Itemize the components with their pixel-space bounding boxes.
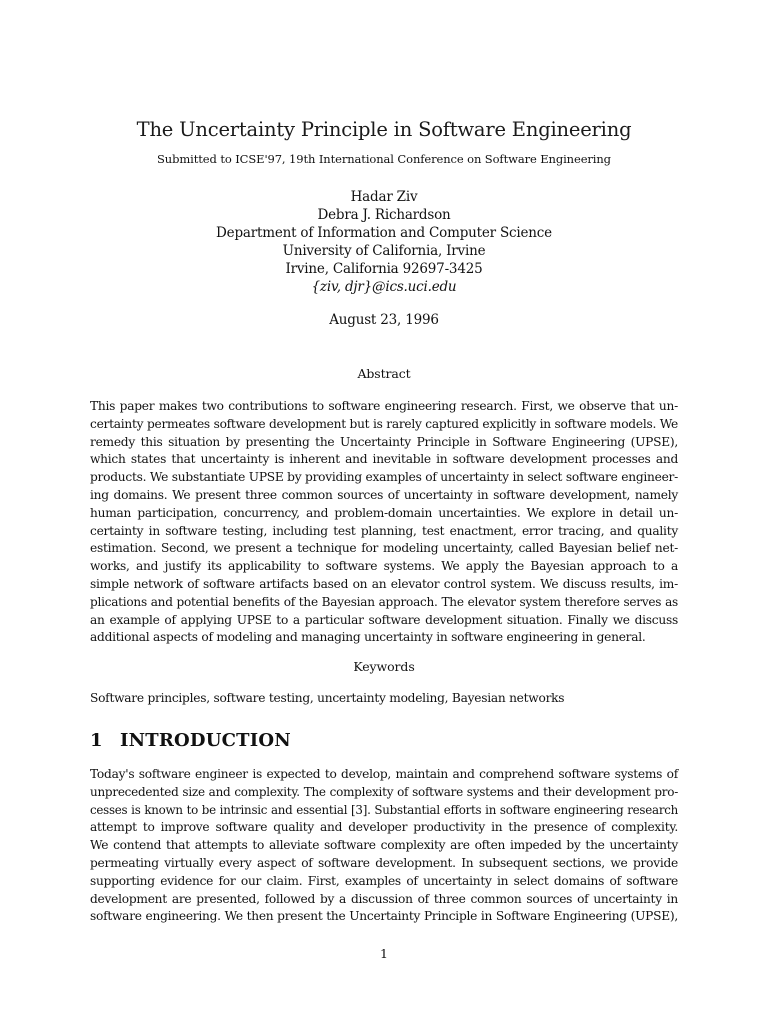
section-number: 1: [90, 730, 103, 751]
author-university: University of California, Irvine: [282, 243, 486, 259]
body-line: cesses is known to be intrinsic and essential [3]. Substantial efforts in software engineering research: [90, 802, 678, 817]
introduction-body: [90, 766, 678, 926]
abstract-line: certainty in software testing, including test planning, test enactment, error tracing, and quality: [90, 523, 678, 538]
body-line: attempt to improve software quality and developer productivity in the presence of complexity.: [90, 820, 678, 835]
paper-title: The Uncertainty Principle in Software Engineering: [136, 118, 632, 141]
author-name: Hadar Ziv: [350, 189, 418, 205]
abstract-line: remedy this situation by presenting the Uncertainty Principle in Software Engineering (UPSE),: [90, 434, 678, 449]
author-name: Debra J. Richardson: [317, 207, 451, 223]
author-address: Irvine, California 92697-3425: [285, 261, 483, 277]
abstract-line: plications and potential benefits of the Bayesian approach. The elevator system therefore serves as: [90, 594, 678, 609]
body-line: unprecedented size and complexity. The complexity of software systems and their development pro-: [90, 784, 678, 799]
abstract-line: human participation, concurrency, and problem-domain uncertainties. We explore in detail un-: [90, 505, 678, 520]
body-line: permeating virtually every aspect of software development. In subsequent sections, we provide: [90, 855, 678, 870]
abstract-line: works, and justify its applicability to software systems. We apply the Bayesian approach to a: [90, 559, 678, 574]
author-block: [0, 188, 768, 296]
keywords-text: Software principles, software testing, uncertainty modeling, Bayesian networks: [90, 691, 565, 705]
abstract-line: ing domains. We present three common sources of uncertainty in software development, namely: [90, 487, 678, 502]
paper-subtitle: Submitted to ICSE'97, 19th International Conference on Software Engineering: [157, 152, 611, 166]
abstract-line: an example of applying UPSE to a particular software development situation. Finally we discuss: [90, 612, 678, 627]
body-line: development are presented, followed by a discussion of three common sources of uncertainty in: [90, 891, 678, 906]
abstract-line: simple network of software artifacts based on an elevator control system. We discuss results, im-: [90, 576, 678, 591]
paper-date: August 23, 1996: [329, 312, 439, 328]
abstract-line: certainty permeates software development but is rarely captured explicitly in software models. We: [90, 416, 678, 431]
author-email: {ziv, djr}@ics.uci.edu: [311, 279, 457, 295]
abstract-line: This paper makes two contributions to software engineering research. First, we observe that un-: [90, 399, 678, 413]
page-number: 1: [380, 946, 388, 961]
section-title: INTRODUCTION: [120, 730, 291, 751]
abstract-line: additional aspects of modeling and managing uncertainty in software engineering in general.: [90, 630, 646, 645]
keywords-heading: Keywords: [353, 659, 415, 674]
body-line: We contend that attempts to alleviate software complexity are often impeded by the uncertainty: [90, 838, 678, 853]
section-heading: [90, 730, 291, 751]
author-department: Department of Information and Computer Science: [216, 225, 552, 241]
abstract-line: products. We substantiate UPSE by providing examples of uncertainty in select software engineer-: [90, 470, 678, 485]
abstract-heading: Abstract: [357, 366, 411, 381]
body-line: Today's software engineer is expected to develop, maintain and comprehend software systems of: [90, 767, 678, 781]
abstract-line: which states that uncertainty is inherent and inevitable in software development processes and: [90, 452, 678, 467]
body-line: supporting evidence for our claim. First, examples of uncertainty in select domains of software: [90, 873, 678, 888]
abstract-line: estimation. Second, we present a technique for modeling uncertainty, called Bayesian belief net-: [90, 541, 678, 556]
abstract-body: [90, 398, 678, 647]
body-line: software engineering. We then present the Uncertainty Principle in Software Engineering (UPSE),: [90, 909, 678, 924]
